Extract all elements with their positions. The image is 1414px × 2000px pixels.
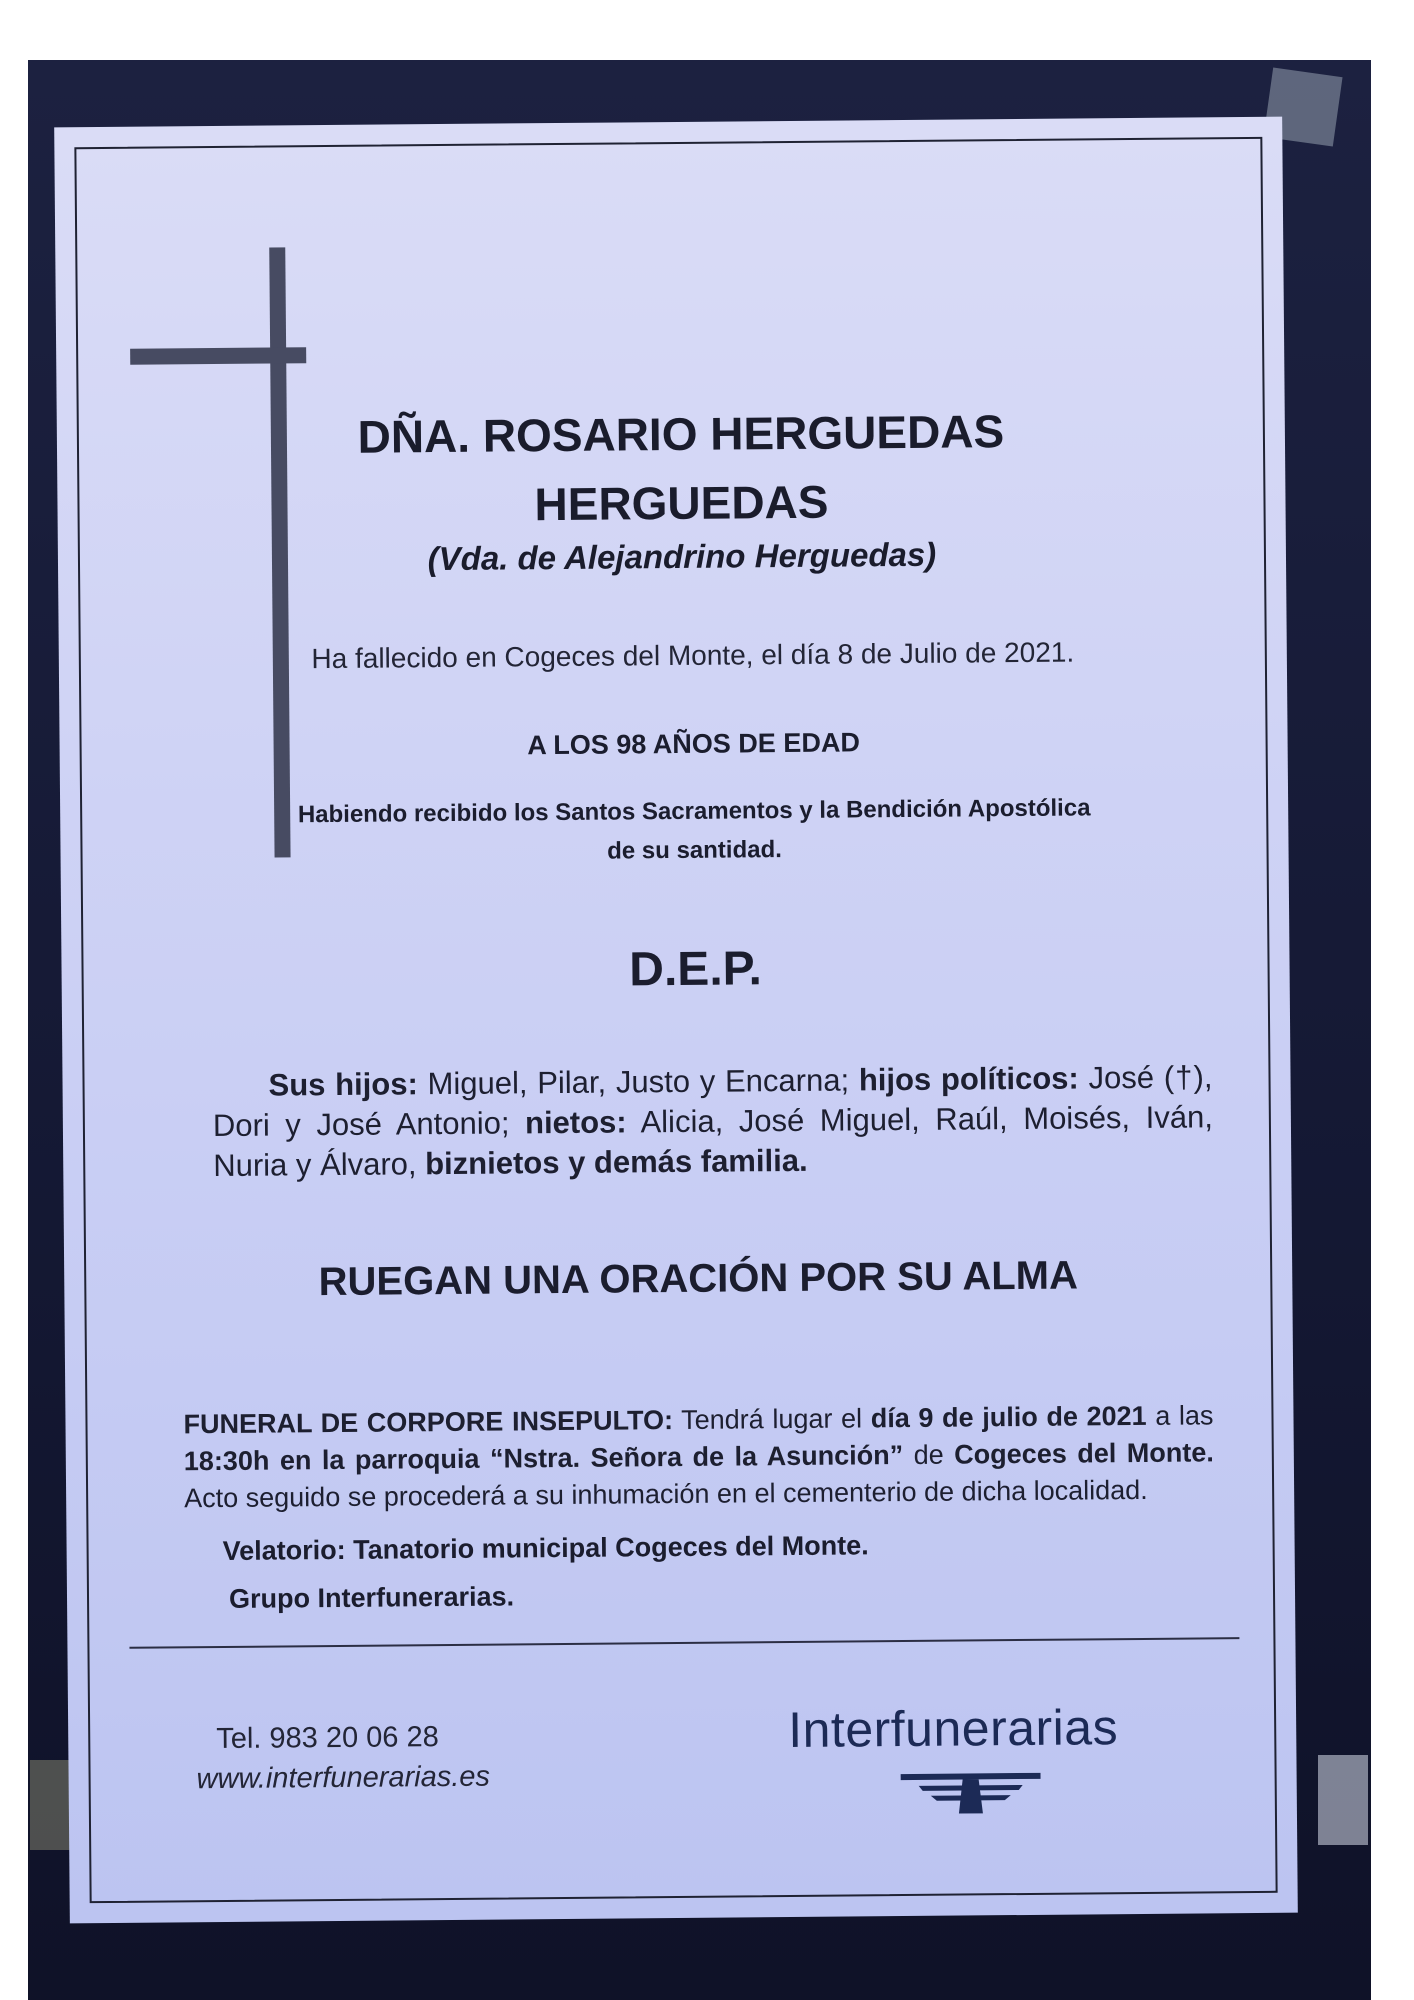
- family-closing: biznietos y demás familia.: [424, 1142, 808, 1182]
- funeral-paragraph: [183, 1397, 1214, 1517]
- in-laws-names: José (†), Dori y José Antonio;: [212, 1059, 1213, 1144]
- brand-logo-icon: [901, 1771, 1041, 1816]
- grandchildren-label: nietos:: [524, 1104, 627, 1141]
- funeral-text: de: [903, 1439, 955, 1471]
- children-label: Sus hijos:: [268, 1066, 418, 1103]
- phone-number: Tel. 983 20 06 28: [216, 1721, 439, 1756]
- sacraments-line-1: Habiendo recibido los Santos Sacramentos y la Bendición Apostólica: [297, 794, 1091, 829]
- funeral-text: Acto seguido se procederá a su inhumación en el cementerio de dicha localidad.: [184, 1474, 1148, 1514]
- funeral-text: a las: [1146, 1400, 1214, 1431]
- funeral-town: Cogeces del Monte.: [954, 1437, 1214, 1470]
- dep-heading: D.E.P.: [629, 942, 763, 997]
- grandchildren-names: Alicia, José Miguel, Raúl, Moisés, Iván, Nuria y Álvaro,: [213, 1099, 1214, 1184]
- obituary-notice: [54, 117, 1298, 1924]
- prayer-request: RUEGAN UNA ORACIÓN POR SU ALMA: [318, 1253, 1079, 1305]
- deceased-surname: HERGUEDAS: [534, 475, 829, 531]
- children-names: Miguel, Pilar, Justo y Encarna;: [417, 1062, 860, 1102]
- in-laws-label: hijos políticos:: [858, 1060, 1079, 1098]
- funeral-text: Tendrá lugar el: [672, 1403, 871, 1436]
- wake-location: Velatorio: Tanatorio municipal Cogeces del Monte.: [222, 1530, 869, 1566]
- tape-bottom-right: [1318, 1755, 1368, 1845]
- widow-of: (Vda. de Alejandrino Herguedas): [427, 535, 937, 578]
- age-statement: A LOS 98 AÑOS DE EDAD: [527, 727, 860, 761]
- death-statement: Ha fallecido en Cogeces del Monte, el día 8 de Julio de 2021.: [311, 636, 1075, 675]
- funeral-date: día 9 de julio de 2021: [870, 1400, 1147, 1434]
- deceased-name: DÑA. ROSARIO HERGUEDAS: [357, 405, 1005, 463]
- funeral-time-place: 18:30h en la parroquia “Nstra. Señora de la Asunción”: [183, 1440, 904, 1477]
- sacraments-line-2: de su santidad.: [607, 836, 782, 865]
- funeral-label: FUNERAL DE CORPORE INSEPULTO:: [183, 1405, 674, 1440]
- brand-logo-text: Interfunerarias: [787, 1699, 1119, 1759]
- website: www.interfunerarias.es: [196, 1760, 491, 1796]
- cross-icon-bar: [130, 347, 306, 365]
- family-paragraph: [212, 1057, 1213, 1186]
- funeral-group: Grupo Interfunerarias.: [228, 1581, 515, 1614]
